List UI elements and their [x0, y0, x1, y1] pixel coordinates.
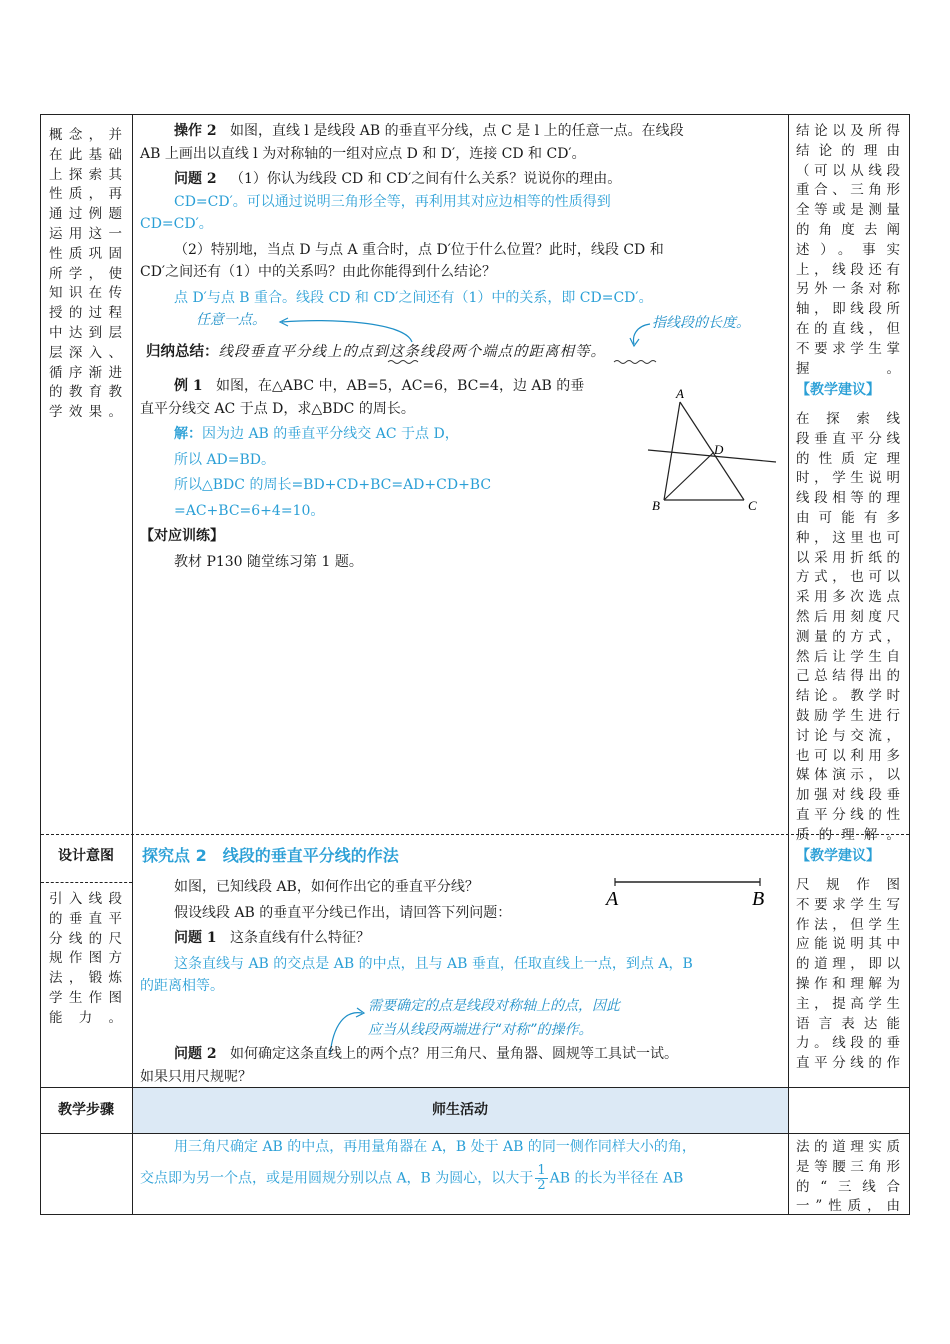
bottom-right-note-line: 是等腰三角形	[796, 1158, 902, 1175]
left-intent-line: 在此基础	[49, 146, 124, 163]
bottom-line2b: AB 的长为半径在 AB	[549, 1170, 684, 1186]
mid-line2: 假设线段 AB 的垂直平分线已作出，请回答下列问题：	[174, 904, 512, 921]
suggestion-line: 以采用折纸的	[796, 549, 902, 566]
sol-line4: =AC+BC=6+4=10。	[174, 502, 325, 519]
teaching-steps-label: 教学步骤	[58, 1102, 114, 1118]
ex1-line1: 如图，在△ABC 中，AB=5，AC=6，BC=4，边 AB 的垂	[215, 378, 585, 394]
sol-line3: 所以△BDC 的周长=BD+CD+BC=AD+CD+BC	[174, 477, 492, 493]
fraction-half	[535, 1164, 547, 1193]
design-intent-line: 引入线段	[49, 891, 124, 907]
mid-a1-line1: 这条直线与 AB 的交点是 AB 的中点，且与 AB 垂直，任取直线上一点，到点 A，B	[174, 955, 693, 972]
left-intent-line: 所学，使	[49, 265, 124, 282]
left-intent-line: 通过例题	[49, 206, 124, 223]
left-intent-line: 的教育教	[49, 384, 124, 401]
right-note-line: （可以从线段	[796, 162, 902, 179]
practice-text: 教材 P130 随堂练习第 1 题。	[174, 553, 363, 570]
left-intent-line: 性质巩固	[49, 245, 124, 262]
bottom-right-note-line: 法的道理实质	[796, 1139, 902, 1155]
a2b-text: 点 D′与点 B 重合。线段 CD 和 CD′之间还有（1）中的关系，即 CD=CD′。	[174, 289, 653, 306]
mid-q2-line1: 如何确定这条直线上的两个点？用三角尺、量角器、圆规等工具试一试。	[229, 1046, 678, 1062]
right-note-line: 握。	[796, 360, 902, 377]
side-AC	[680, 402, 744, 500]
ex1-label: 例 1	[174, 378, 203, 394]
suggestion2-line: 应能说明其中	[796, 936, 902, 953]
seg-label-B: B	[752, 888, 765, 910]
q2-text: （1）你认为线段 CD 和 CD′之间有什么关系？说说你的理由。	[229, 171, 622, 187]
suggestion-line: 媒体演示，以	[796, 767, 902, 784]
q2-label: 问题 2	[174, 171, 217, 187]
teaching-suggestion-title: 【教学建议】	[796, 382, 880, 398]
sol-line1: 因为边 AB 的垂直平分线交 AC 于点 D，	[202, 426, 459, 442]
left-intent-line: 层深入、	[49, 344, 124, 361]
suggestion-line: 结论。教学时	[796, 688, 902, 705]
suggestion-line: 也可以利用多	[796, 747, 902, 764]
suggestion2-line: 不要求学生写	[796, 896, 902, 913]
arrow-curve-right	[634, 324, 650, 344]
q2b-line1: （2）特别地，当点 D 与点 A 重合时，点 D′位于什么位置？此时，线段 CD 和	[174, 241, 664, 258]
note-any-point: 任意一点。	[196, 312, 266, 328]
main-bottom-content	[140, 1138, 785, 1193]
mid-q2-block	[140, 1045, 780, 1087]
op2-label: 操作 2	[174, 123, 217, 139]
design-intent-label: 设计意图	[58, 848, 114, 864]
seg-label-A: A	[606, 888, 619, 910]
practice-label: 【对应训练】	[140, 528, 224, 544]
left-intent-line: 性质，再	[49, 186, 124, 203]
left-intent-line: 概念，并	[49, 127, 124, 143]
suggestion-line: 段垂直平分线	[796, 430, 902, 447]
ex1-line2: 直平分线交 AC 于点 D，求△BDC 的周长。	[140, 400, 415, 417]
right-note-line: 全等或是测量	[796, 202, 902, 219]
note-segment-length: 指线段的长度。	[652, 315, 750, 331]
suggestion-line: 直平分线的性	[796, 806, 902, 823]
note2-line2: 应当从线段两端进行“对称”的操作。	[368, 1021, 593, 1038]
mid-q1-label: 问题 1	[174, 930, 217, 946]
label-B: B	[652, 498, 660, 513]
right-note-line: 另外一条对称	[796, 281, 902, 298]
suggestion-line: 方式，也可以	[796, 569, 902, 586]
frac-numerator: 1	[537, 1162, 546, 1178]
label-D: D	[714, 442, 724, 457]
suggestion-line: 然后让学生自	[796, 648, 902, 665]
left-intent-line: 授的过程	[49, 305, 124, 322]
design-intent-line: 分线的尺	[49, 930, 124, 947]
sol-line2: 所以 AD=BD。	[174, 451, 276, 468]
label-A: A	[676, 386, 684, 401]
bottom-line1: 用三角尺确定 AB 的中点，再用量角器在 A，B 处于 AB 的同一侧作同样大小的角，	[174, 1139, 696, 1155]
summary-row	[146, 343, 786, 363]
suggestion-line: 采用多次选点	[796, 589, 902, 606]
design-intent-line: 的垂直平	[49, 910, 124, 927]
teaching-suggestion2-title: 【教学建议】	[796, 848, 880, 864]
right-note-line: 在的直线，但	[796, 320, 902, 337]
right-note-line: 上，线段还有	[796, 261, 902, 278]
left-intent-line: 上探索其	[49, 166, 124, 183]
suggestion-line: 在探索线	[796, 411, 902, 427]
mid-q2-line2: 如果只用尺规呢？	[140, 1068, 252, 1085]
section-title: 探究点 2 线段的垂直平分线的作法	[142, 846, 399, 865]
mid-line1: 如图，已知线段 AB，如何作出它的垂直平分线？	[174, 879, 479, 895]
suggestion2-line: 操作和理解为	[796, 975, 902, 992]
bottom-right-note-line: 一”性质，由	[796, 1198, 902, 1215]
sol-label: 解：	[174, 426, 202, 442]
side-AB	[664, 402, 680, 500]
design-intent-line: 规作图方	[49, 950, 124, 967]
arrow-curve-left	[282, 321, 412, 342]
left-intent-line: 运用这一	[49, 225, 124, 242]
suggestion2-line: 作法，但学生	[796, 916, 902, 933]
q2b-line2: CD′之间还有（1）中的关系吗？由此你能得到什么结论？	[140, 264, 497, 280]
op2-line2: AB 上画出以直线 l 为对称轴的一组对应点 D 和 D′，连接 CD 和 CD′。	[140, 145, 586, 162]
a2-line1: CD=CD′。可以通过说明三角形全等，再利用其对应边相等的性质得到	[174, 193, 611, 210]
right-note-line: 结论的理由	[796, 142, 902, 159]
right-note-line: 结论以及所得	[796, 123, 902, 139]
mid-a1-line2: 的距离相等。	[140, 978, 224, 994]
bottom-right-note-line: 的“三线合	[796, 1178, 902, 1195]
suggestion-line: 的性质定理	[796, 450, 902, 467]
label-C: C	[748, 498, 757, 513]
suggestion-line: 质的理解。	[796, 826, 902, 843]
suggestion-line: 种，这里也可	[796, 529, 902, 546]
suggestion-line: 讨论与交流，	[796, 727, 902, 744]
right-note-line: 重合、三角形	[796, 182, 902, 199]
suggestion2-line: 直平分线的作	[796, 1055, 902, 1072]
design-intent-line: 法，锻炼	[49, 970, 124, 987]
mid-q1-text: 这条直线有什么特征？	[229, 930, 370, 946]
right-note-line: 轴，即线段所	[796, 301, 902, 318]
suggestion-line: 时，学生说明	[796, 470, 902, 487]
left-intent-line: 知识在传	[49, 285, 124, 302]
summary-label: 归纳总结：	[146, 344, 219, 360]
left-intent-line: 循序渐进	[49, 364, 124, 381]
segment-BD	[664, 452, 714, 500]
frac-denominator: 2	[537, 1177, 546, 1193]
left-intent-line: 中达到层	[49, 324, 124, 341]
right-note-line: 述）。事实	[796, 241, 902, 258]
teacher-student-activity-label: 师生活动	[432, 1102, 488, 1118]
suggestion2-line: 主，提高学生	[796, 995, 902, 1012]
bottom-line2a: 交点即为另一个点，或是用圆规分别以点 A，B 为圆心，以大于	[140, 1170, 534, 1186]
summary-text: 线段垂直平分线上的点到这条线段两个端点的距离相等。	[218, 344, 606, 360]
suggestion2-line: 尺规作图	[796, 877, 902, 893]
suggestion-line: 加强对线段垂	[796, 787, 902, 804]
op2-line1: 如图，直线 l 是线段 AB 的垂直平分线，点 C 是 l 上的任意一点。在线段	[229, 123, 684, 139]
suggestion2-line: 语言表达能	[796, 1015, 902, 1032]
suggestion2-line: 力。线段的垂	[796, 1035, 902, 1052]
suggestion-line: 然后用刻度尺	[796, 608, 902, 625]
mid-q2-label: 问题 2	[174, 1046, 217, 1062]
suggestion-line: 鼓励学生进行	[796, 707, 902, 724]
a2-line2: CD=CD′。	[140, 216, 213, 232]
suggestion-line: 由可能有多	[796, 509, 902, 526]
design-intent-line: 能力。	[49, 1009, 124, 1026]
design-intent-line: 学生作图	[49, 989, 124, 1006]
note-symmetric-operation	[368, 997, 788, 1040]
example1-block	[140, 377, 640, 572]
suggestion2-line: 的道理，即以	[796, 956, 902, 973]
right-note-line: 的角度去阐	[796, 221, 902, 238]
right-note-line: 不要求学生掌	[796, 340, 902, 357]
suggestion-line: 测量的方式，	[796, 628, 902, 645]
triangle-figure	[640, 382, 780, 517]
left-intent-line: 学效果。	[49, 404, 124, 421]
suggestion-line: 线段相等的理	[796, 490, 902, 507]
note2-line1: 需要确定的点是线段对称轴上的点，因此	[368, 998, 620, 1014]
segment-ab-figure	[600, 872, 780, 912]
suggestion-line: 己总结得出的	[796, 668, 902, 685]
